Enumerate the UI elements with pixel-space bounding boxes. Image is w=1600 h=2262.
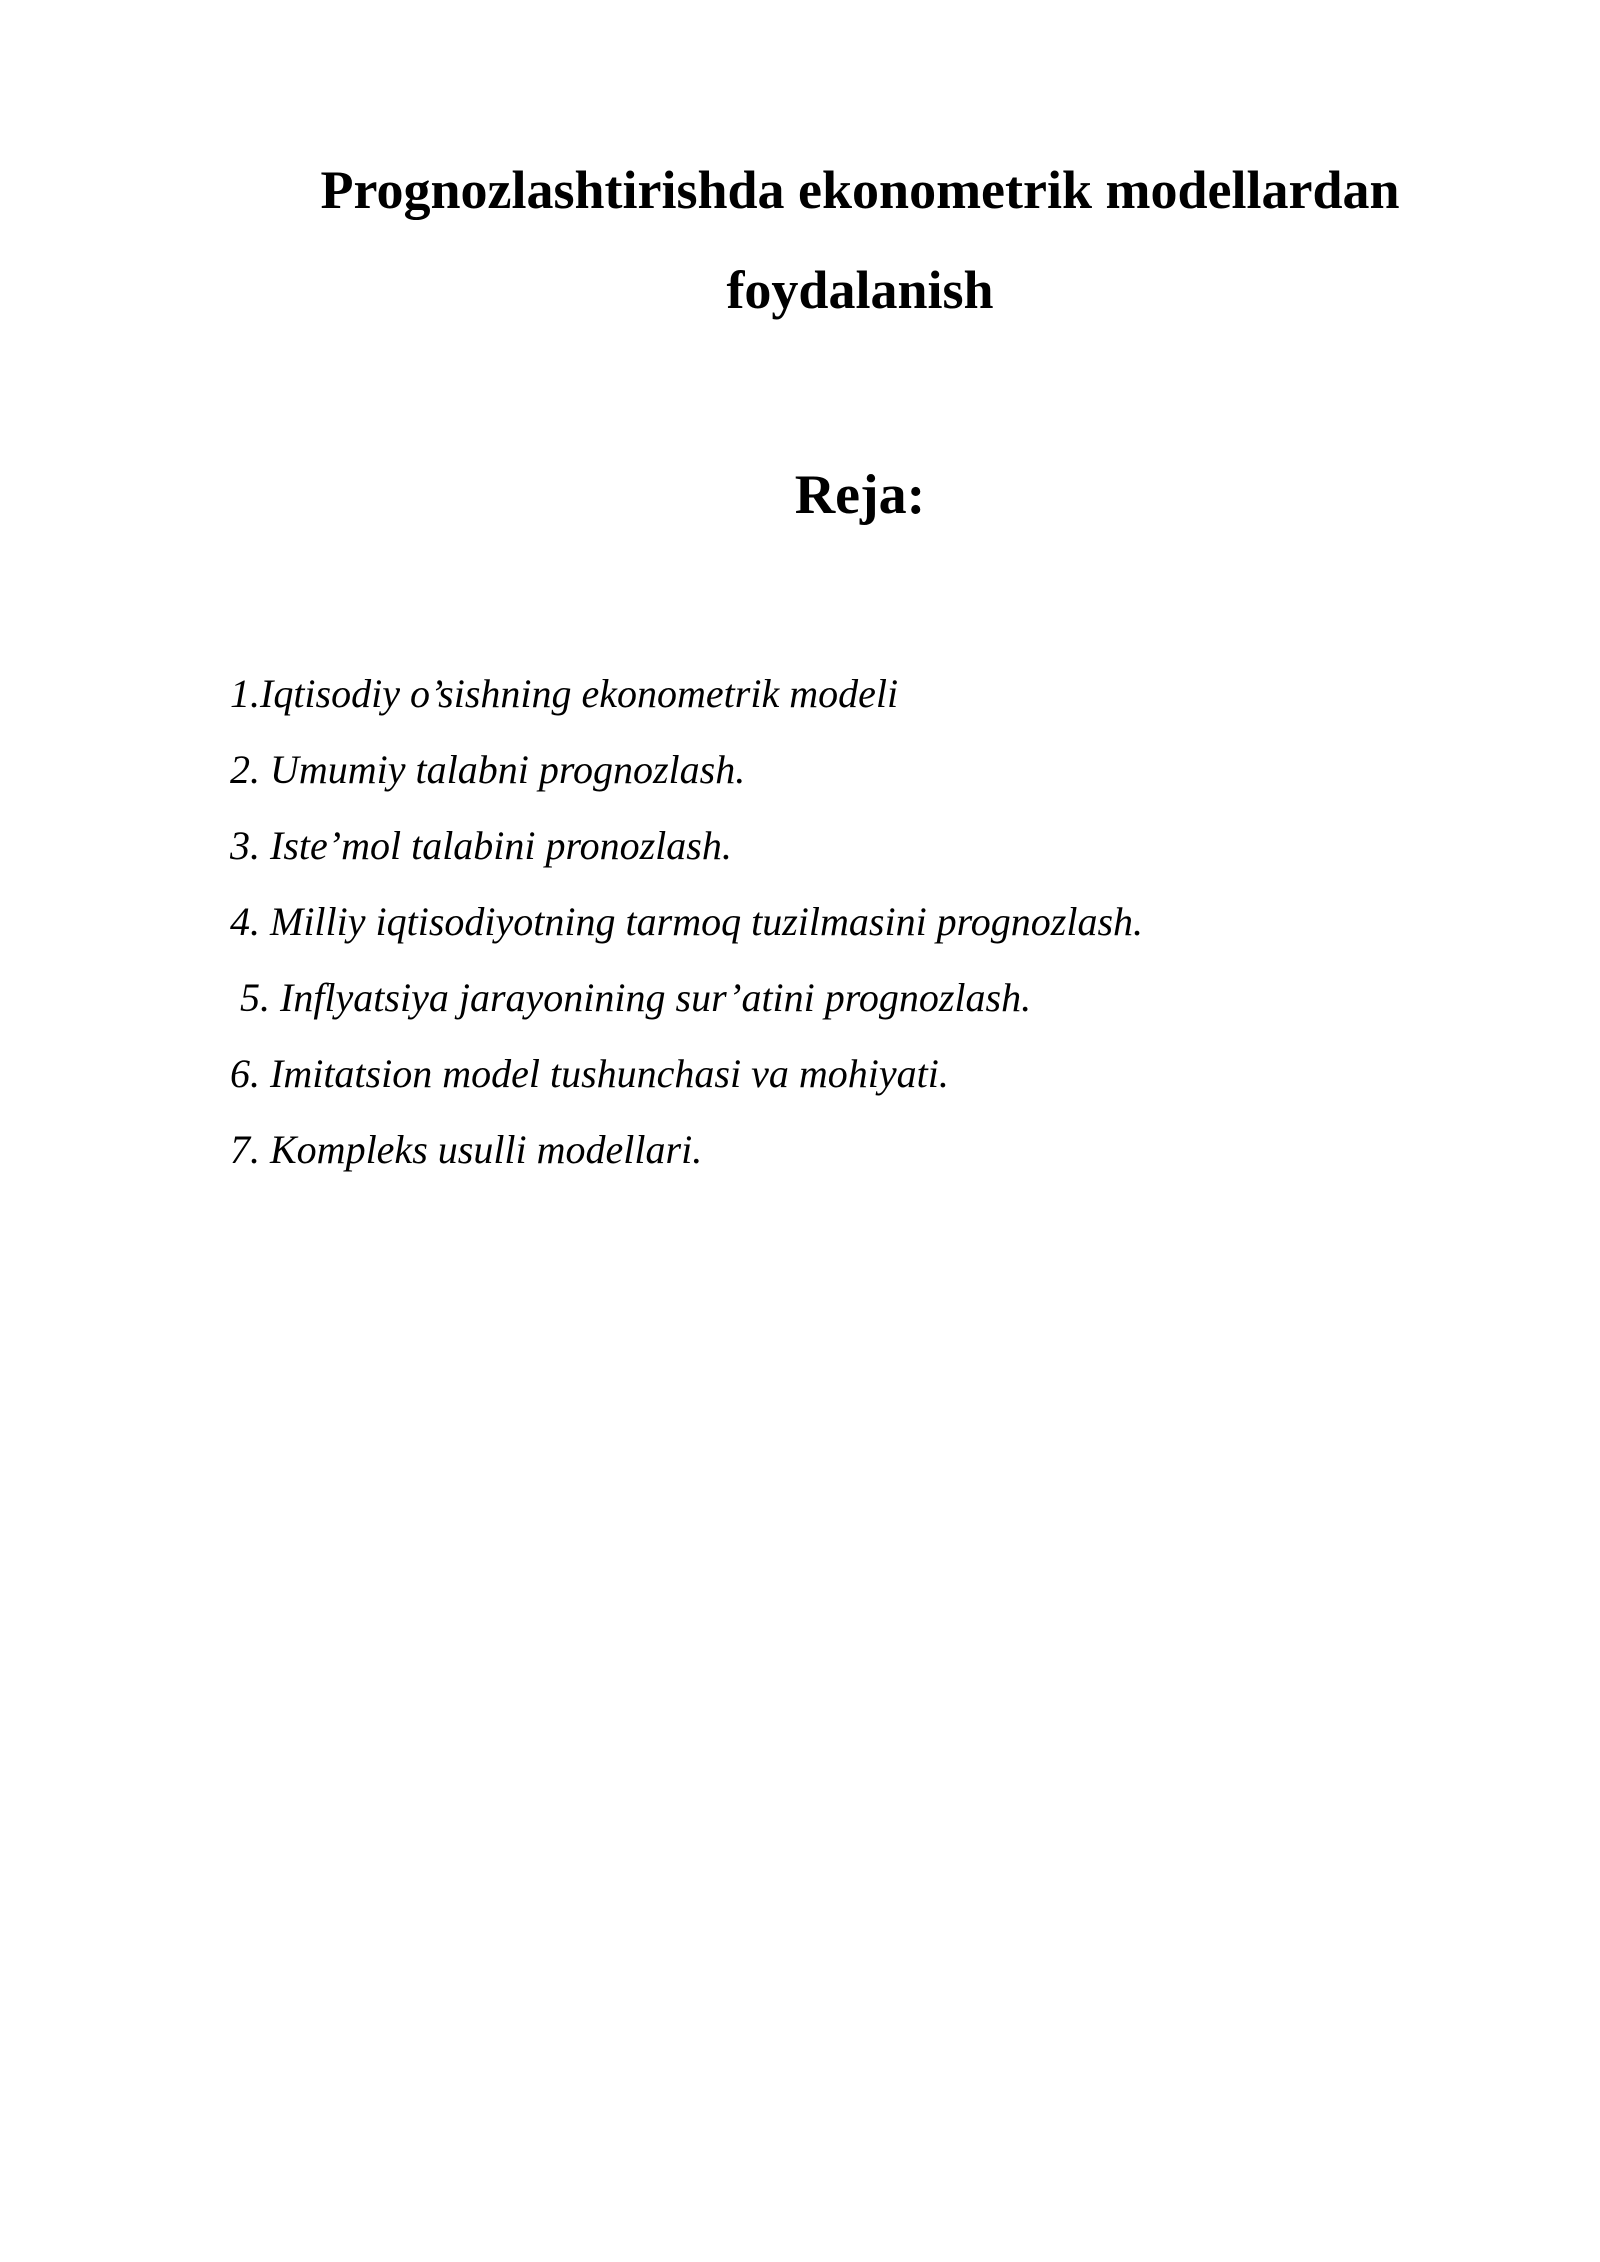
plan-item: 6. Imitatsion model tushunchasi va mohiyati. [230,1051,949,1096]
plan-item: 1.Iqtisodiy o’sishning ekonometrik modeli [230,671,899,716]
document-title-line-1: Prognozlashtirishda ekonometrik modellardan [320,160,1400,220]
plan-item: 4. Milliy iqtisodiyotning tarmoq tuzilmasini prognozlash. [230,899,1144,944]
document-title [230,140,1490,340]
plan-heading: Reja: [794,464,926,526]
plan-list [230,656,1143,1188]
plan-item: 3. Iste’mol talabini pronozlash. [230,823,732,868]
plan-item: 7. Kompleks usulli modellari. [230,1127,703,1172]
document-title-line-2: foydalanish [726,260,994,320]
plan-item: 2. Umumiy talabni prognozlash. [230,747,746,792]
plan-item: 5. Inflyatsiya jarayonining sur’atini prognozlash. [240,975,1032,1020]
